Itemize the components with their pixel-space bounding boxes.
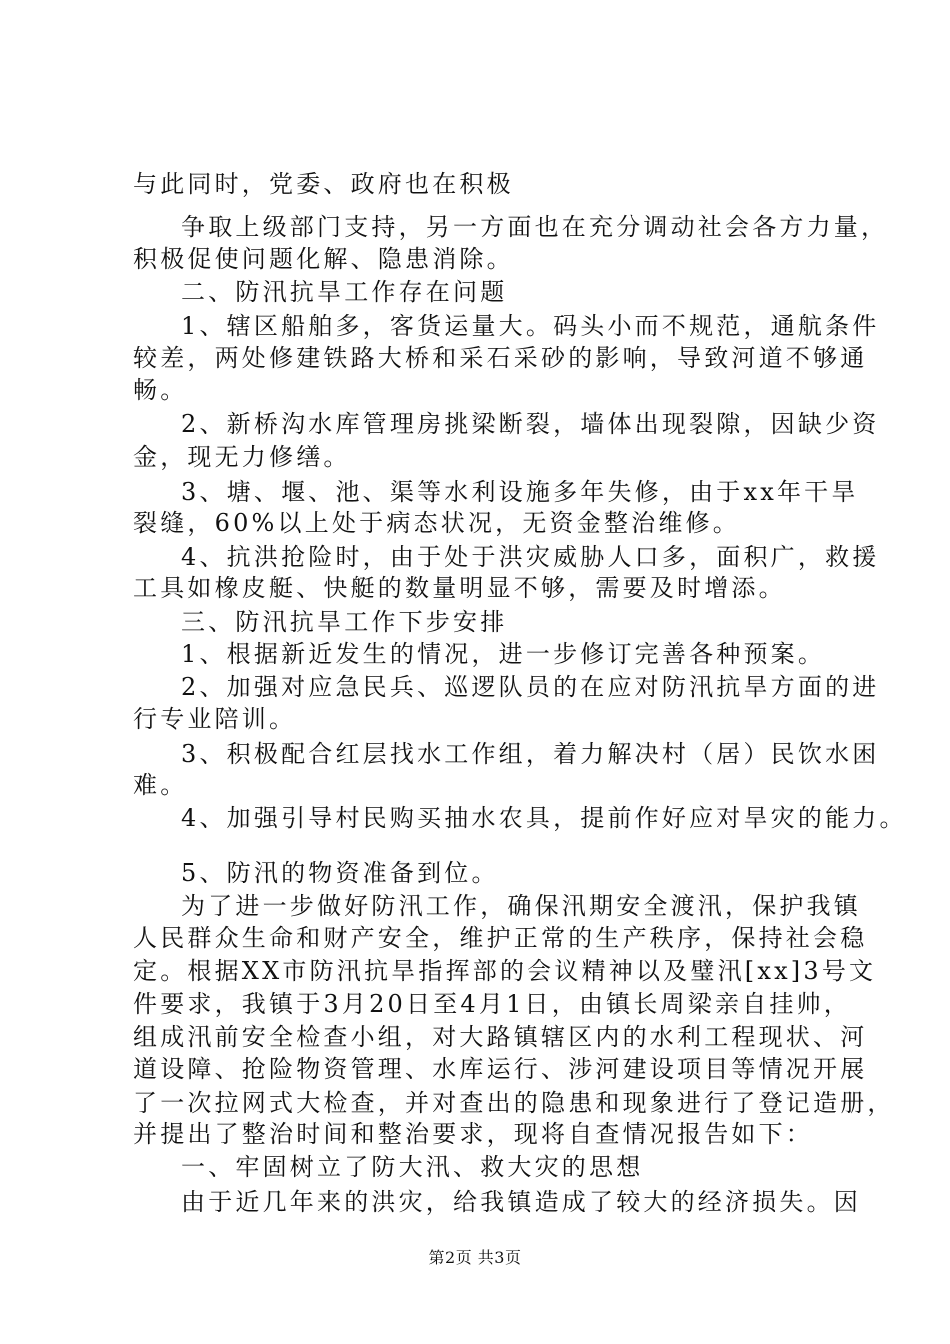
paragraph-line: 畅。	[133, 376, 188, 404]
paragraph-line: 件要求，我镇于3月20日至4月1日，由镇长周梁亲自挂帅，	[133, 990, 851, 1018]
paragraph-line: 5、防汛的物资准备到位。	[181, 859, 499, 887]
section-heading: 一、牢固树立了防大汛、救大灾的思想	[181, 1153, 644, 1181]
paragraph-line: 2、新桥沟水库管理房挑梁断裂，墙体出现裂隙，因缺少资	[181, 410, 880, 438]
paragraph-line: 定。根据XX市防汛抗旱指挥部的会议精神以及璧汛[xx]3号文	[133, 957, 877, 985]
paragraph-line: 由于近几年来的洪灾，给我镇造成了较大的经济损失。因	[181, 1188, 861, 1216]
paragraph-line: 了一次拉网式大检查，并对查出的隐患和现象进行了登记造册，	[133, 1089, 895, 1117]
paragraph-line: 2、加强对应急民兵、巡逻队员的在应对防汛抗旱方面的进	[181, 673, 880, 701]
paragraph-line: 4、抗洪抢险时，由于处于洪灾威胁人口多，面积广，救援	[181, 543, 880, 571]
paragraph-line: 3、积极配合红层找水工作组，着力解决村（居）民饮水困	[181, 740, 880, 768]
paragraph-line: 组成汛前安全检查小组，对大路镇辖区内的水利工程现状、河	[133, 1023, 868, 1051]
paragraph-line: 并提出了整治时间和整治要求，现将自查情况报告如下：	[133, 1120, 813, 1148]
paragraph-line: 道设障、抢险物资管理、水库运行、涉河建设项目等情况开展	[133, 1055, 868, 1083]
page-footer: 第2页 共3页	[428, 1248, 522, 1267]
paragraph-line: 裂缝，60%以上处于病态状况，无资金整治维修。	[133, 509, 740, 537]
paragraph-line: 行专业陪训。	[133, 705, 297, 733]
paragraph-line: 与此同时，党委、政府也在积极	[133, 170, 514, 198]
paragraph-line: 积极促使问题化解、隐患消除。	[133, 245, 514, 273]
paragraph-line: 工具如橡皮艇、快艇的数量明显不够，需要及时增添。	[133, 574, 786, 602]
paragraph-line: 1、根据新近发生的情况，进一步修订完善各种预案。	[181, 640, 826, 668]
paragraph-line: 人民群众生命和财产安全，维护正常的生产秩序，保持社会稳	[133, 924, 868, 952]
paragraph-line: 难。	[133, 771, 188, 799]
paragraph-line: 3、塘、堰、池、渠等水利设施多年失修，由于xx年干旱	[181, 478, 859, 506]
paragraph-line: 争取上级部门支持，另一方面也在充分调动社会各方力量，	[181, 213, 889, 241]
section-heading: 二、防汛抗旱工作存在问题	[181, 278, 508, 306]
paragraph-line: 较差，两处修建铁路大桥和采石采砂的影响，导致河道不够通	[133, 344, 868, 372]
paragraph-line: 1、辖区船舶多，客货运量大。码头小而不规范，通航条件	[181, 312, 880, 340]
paragraph-line: 金，现无力修缮。	[133, 443, 351, 471]
section-heading: 三、防汛抗旱工作下步安排	[181, 608, 508, 636]
paragraph-line: 为了进一步做好防汛工作，确保汛期安全渡汛，保护我镇	[181, 892, 861, 920]
paragraph-line: 4、加强引导村民购买抽水农具，提前作好应对旱灾的能力。	[181, 804, 907, 832]
